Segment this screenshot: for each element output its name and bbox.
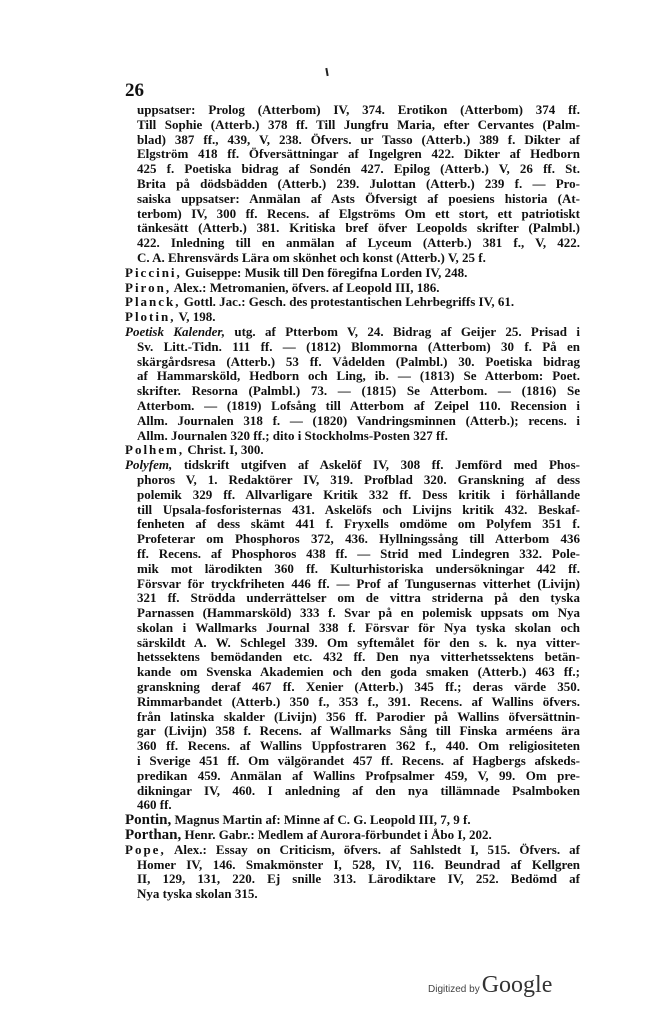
line-text: 321 ff. Strödda underrättelser om de vittra striderna på den tyska (137, 590, 580, 606)
index-text (125, 103, 580, 902)
line-text: utg. af Ptterbom V, 24. Bidrag af Geijer 25. Prisad i (234, 323, 581, 339)
line-text: Allm. Journalen 320 ff.; dito i Stockholms-Posten 327 ff. (137, 427, 448, 443)
text-line (137, 236, 580, 251)
text-line (137, 858, 580, 873)
line-text: Magnus Martin af: Minne af C. G. Leopold III, 7, 9 f. (174, 812, 471, 828)
line-text: Henr. Gabr.: Medlem af Aurora-förbundet i Åbo I, 202. (184, 827, 492, 843)
watermark-prefix: Digitized by (428, 984, 480, 995)
text-line (137, 739, 580, 754)
entry-headword: Piccini, (125, 264, 182, 280)
line-text: kande om Svenska Akademien och den goda smaken (Atterb.) 463 ff.; (137, 664, 580, 680)
text-line (137, 118, 580, 133)
line-text: predikan 459. Anmälan af Wallins Profpsalmer 459, V, 99. Om pre- (137, 767, 580, 783)
text-line (125, 266, 580, 281)
line-text: särskildt A. W. Schlegel 339. Om syftemålet för den s. k. nya vitter- (137, 634, 580, 650)
line-text: granskning deraf 467 ff. Xenier (Atterb.) 345 ff.; deras värde 350. (137, 679, 580, 695)
line-text: Sv. Litt.-Tidn. 111 ff. — (1812) Blommorna (Atterbom) 30 f. På en (137, 338, 580, 354)
text-line (137, 887, 580, 902)
index-entry (125, 103, 580, 266)
text-line (137, 606, 580, 621)
text-line (137, 384, 580, 399)
text-line (137, 754, 580, 769)
line-text: Parnassen (Hammarsköld) 333 f. Svar på en polemisk uppsats om Nya (137, 605, 580, 621)
text-line (137, 207, 580, 222)
line-text: Guiseppe: Musik till Den föregifna Lorden IV, 248. (185, 264, 468, 280)
text-line (137, 710, 580, 725)
text-line (137, 399, 580, 414)
text-line (137, 650, 580, 665)
text-line (137, 177, 580, 192)
index-entry (125, 828, 580, 843)
text-line (137, 621, 580, 636)
index-entry (125, 310, 580, 325)
page-number: 26 (125, 80, 144, 101)
line-text: Homer IV, 146. Smakmönster I, 528, IV, 116. Beundrad af Kellgren (137, 856, 580, 872)
line-text: terbom) IV, 300 ff. Recens. af Elgströms Om ett stort, ett patriotiskt (137, 205, 580, 221)
text-line (125, 828, 580, 843)
text-line (137, 872, 580, 887)
line-text: Brita på dödsbädden (Atterb.) 239. Julottan (Atterb.) 239 f. — Pro- (137, 175, 580, 191)
line-text: gar (Livijn) 358 f. Recens. af Wallmarks Sång till Finska arméens ära (137, 723, 580, 739)
line-text: 425 f. Poetiska bidrag af Sondén 427. Epilog (Atterb.) V, 26 ff. St. (137, 161, 580, 177)
line-text: Nya tyska skolan 315. (137, 886, 258, 902)
text-line (137, 532, 580, 547)
text-line (137, 251, 580, 266)
line-text: Elgström 418 ff. Öfversättningar af Ingelgren 422. Dikter af Hedborn (137, 146, 580, 162)
index-entry (125, 443, 580, 458)
line-text: hetssektens bemödanden etc. 432 ff. Den nya vitterhetssektens betän- (137, 649, 580, 665)
line-text: C. A. Ehrensvärds Lära om skönhet och konst (Atterb.) V, 25 f. (137, 249, 486, 265)
index-entry (125, 843, 580, 902)
line-text: Till Sophie (Atterb.) 378 ff. Till Jungfru Maria, efter Cervantes (Palm- (137, 116, 580, 132)
line-text: tänkesätt (Atterb.) 381. Kritiska bref öfver Leopolds skrifter (Palmbl.) (137, 220, 580, 236)
entry-headword: Poetisk Kalender, (125, 323, 225, 339)
entry-headword: Polhem, (125, 442, 185, 458)
line-text: från latinska skalder (Livijn) 356 ff. Parodier på Wallins öfversättnin- (137, 708, 580, 724)
line-text: i Sverige 451 ff. Om välgörandet 457 ff. Recens. af Hagbergs afskeds- (137, 753, 580, 769)
line-text: 360 ff. Recens. af Wallins Uppfostraren 362 f., 440. Om religiositeten (137, 738, 580, 754)
line-text: dikningar IV, 460. I anledning af den nya tillämnade Psalmboken (137, 782, 580, 798)
entry-headword: Piron, (125, 279, 172, 295)
text-line (137, 414, 580, 429)
text-line (137, 769, 580, 784)
line-text: V, 198. (178, 309, 216, 325)
line-text: fenheten af dess skämt 441 f. Fryxells omdöme om Polyfem 351 f. (137, 516, 580, 532)
index-entry (125, 325, 580, 443)
entry-headword: Plotin, (125, 309, 176, 325)
line-text: Profeterar om Phosphoros 372, 436. Hyllningssång till Atterbom 436 (137, 531, 580, 547)
text-line (137, 488, 580, 503)
text-line (137, 147, 580, 162)
line-text: Försvar för tryckfriheten 446 ff. — Prof af Tungusernas vitterhet (Livijn) (137, 575, 580, 591)
text-line (137, 429, 580, 444)
google-logo: Google (481, 972, 553, 998)
line-text: 460 ff. (137, 797, 172, 813)
text-line (125, 843, 580, 858)
text-line (137, 133, 580, 148)
text-line (137, 103, 580, 118)
text-line (137, 680, 580, 695)
text-line (137, 473, 580, 488)
text-line (137, 355, 580, 370)
text-line (137, 636, 580, 651)
line-text: skärgårdsresa (Atterb.) 53 ff. Vådelden (Palmbl.) 30. Poetiska bidrag (137, 353, 580, 369)
text-line (125, 310, 580, 325)
text-line (125, 443, 580, 458)
line-text: Gottl. Jac.: Gesch. des protestantischen Lehrbegriffs IV, 61. (183, 294, 515, 310)
index-entry (125, 281, 580, 296)
line-text: Alex.: Metromanien, öfvers. af Leopold III, 186. (173, 279, 440, 295)
line-text: tidskrift utgifven af Askelöf IV, 308 ff. Jemförd med Phos- (183, 457, 580, 473)
text-line (137, 591, 580, 606)
text-line (125, 325, 580, 340)
index-entry (125, 813, 580, 828)
index-entry (125, 295, 580, 310)
text-line (137, 784, 580, 799)
entry-headword: Pontin, (125, 812, 172, 829)
line-text: Atterbom. — (1819) Lofsång till Atterbom af Zeipel 110. Recension i (137, 397, 580, 413)
index-entry (125, 458, 580, 813)
text-line (137, 695, 580, 710)
text-line (125, 281, 580, 296)
line-text: saiska uppsatser: Anmälan af Asts Öfversigt af poesiens historia (At- (137, 190, 580, 206)
text-line (125, 458, 580, 473)
scan-mark (325, 68, 328, 76)
text-line (137, 562, 580, 577)
digitized-watermark (428, 972, 552, 999)
line-text: ff. Recens. af Phosphoros 438 ff. — Strid med Lindegren 332. Pole- (137, 545, 580, 561)
line-text: II, 129, 131, 220. Ej snille 313. Lärodiktare IV, 252. Bedömd af (137, 871, 580, 887)
line-text: uppsatser: Prolog (Atterbom) IV, 374. Erotikon (Atterbom) 374 ff. (137, 102, 580, 117)
text-line (137, 369, 580, 384)
line-text: Rimmarbandet (Atterb.) 350 f., 353 f., 391. Recens. af Wallins öfvers. (137, 693, 580, 709)
line-text: Allm. Journalen 318 f. — (1820) Vandringsminnen (Atterb.); recens. i (137, 412, 580, 428)
entry-headword: Polyfem, (125, 457, 173, 473)
text-line (137, 665, 580, 680)
entry-headword: Porthan, (125, 827, 182, 844)
text-line (137, 547, 580, 562)
line-text: Alex.: Essay on Criticism, öfvers. af Sahlstedt I, 515. Öfvers. af (174, 841, 580, 857)
line-text: skrifter. Resorna (Palmbl.) 73. — (1815) Se Atterbom. — (1816) Se (137, 383, 580, 399)
entry-headword: Planck, (125, 294, 181, 310)
text-line (137, 517, 580, 532)
entry-headword: Pope, (125, 841, 166, 857)
text-line (137, 221, 580, 236)
text-line (137, 577, 580, 592)
text-line (137, 162, 580, 177)
line-text: blad) 387 ff., 439, V, 238. Öfvers. ur Tasso (Atterb.) 389 f. Dikter af (137, 131, 580, 147)
line-text: af Hammarsköld, Hedborn och Ling, ib. — (1813) Se Atterbom: Poet. (137, 368, 580, 384)
line-text: Christ. I, 300. (187, 442, 264, 458)
line-text: till Upsala-fosforisternas 431. Askelöfs och Livijns kritik 432. Beskaf- (137, 501, 580, 517)
text-line (137, 798, 580, 813)
text-line (125, 295, 580, 310)
text-line (137, 503, 580, 518)
text-line (137, 724, 580, 739)
line-text: polemik 329 ff. Allvarligare Kritik 332 ff. Dess kritik i förhållande (137, 486, 580, 502)
text-line (137, 340, 580, 355)
text-line (125, 813, 580, 828)
line-text: phoros V, 1. Redaktörer IV, 319. Profblad 320. Granskning af dess (137, 471, 580, 487)
index-entry (125, 266, 580, 281)
line-text: skolan i Wallmarks Journal 338 f. Försvar för Nya tyska skolan och (137, 619, 580, 635)
line-text: 422. Inledning till en anmälan af Lyceum (Atterb.) 381 f., V, 422. (137, 235, 580, 251)
line-text: mik mot lärodikten 360 ff. Kulturhistoriska undersökningar 442 ff. (137, 560, 580, 576)
text-line (137, 192, 580, 207)
